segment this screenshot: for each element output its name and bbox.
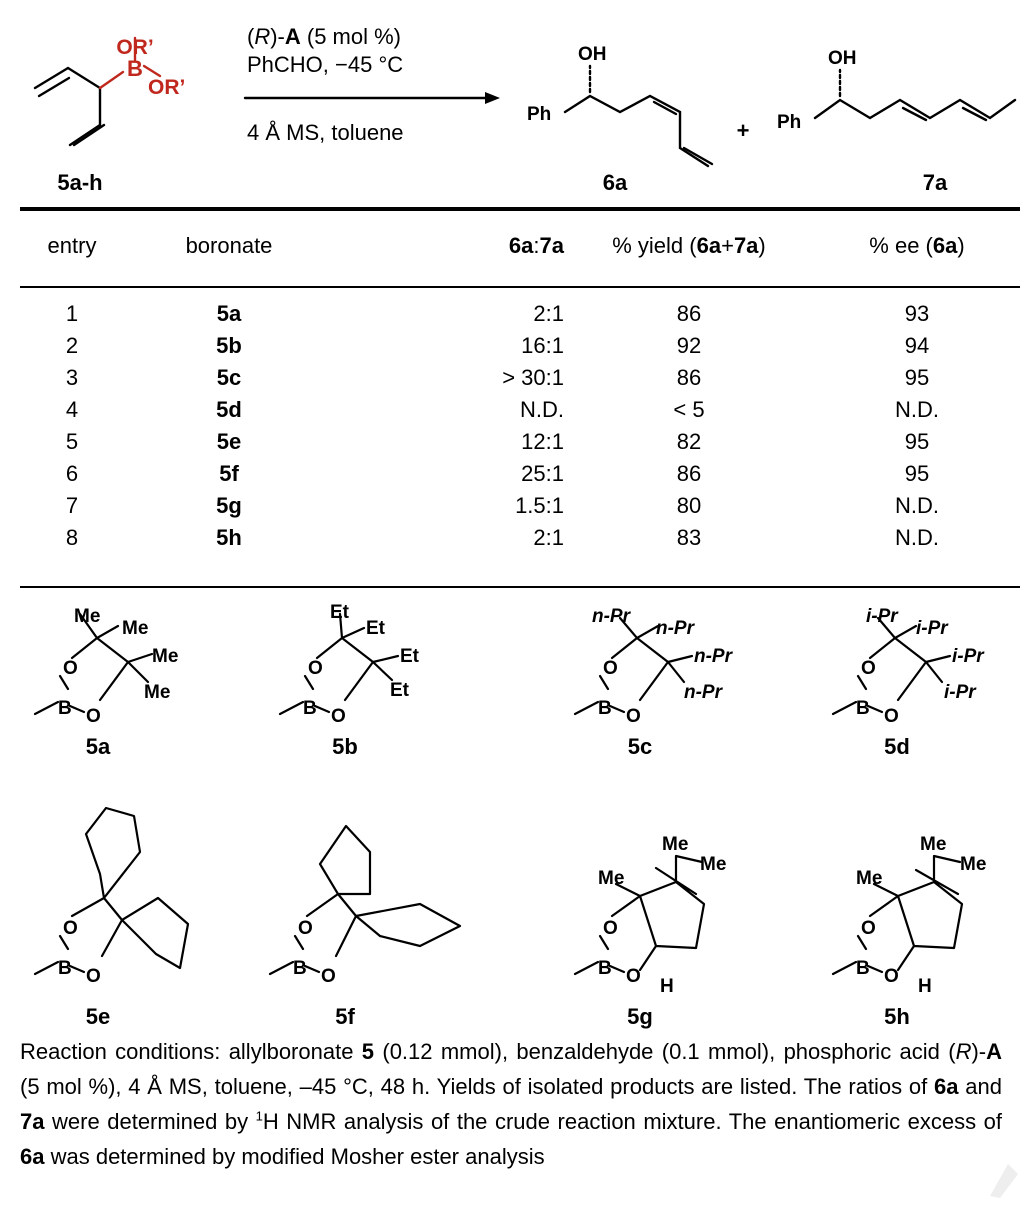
atom-o: O — [298, 918, 313, 939]
arrow-head — [485, 92, 500, 104]
atom-o: O — [626, 706, 641, 727]
substituent: Me — [920, 834, 947, 855]
cell-yield: 92 — [676, 333, 702, 358]
boron-atom: B — [127, 56, 143, 81]
cell-ee: N.D. — [895, 493, 939, 518]
start-label: 5a-h — [57, 170, 103, 195]
cell-boronate: 5h — [216, 525, 242, 550]
substituent: n-Pr — [694, 646, 732, 667]
header-boronate: boronate — [185, 233, 273, 258]
oh-7a: OH — [828, 48, 857, 69]
atom-b: B — [303, 698, 317, 719]
substituent: Et — [366, 618, 385, 639]
atom-o: O — [861, 658, 876, 679]
table-row — [20, 362, 1020, 394]
cell-ratio: 2:1 — [533, 301, 564, 326]
cell-ee: 95 — [904, 461, 930, 486]
cell-yield: 86 — [676, 301, 702, 326]
substituent: Me — [960, 854, 987, 875]
condition-line-1: (R)-A (5 mol %) — [247, 24, 402, 49]
cell-ratio: 16:1 — [521, 333, 564, 358]
atom-b: B — [293, 958, 307, 979]
bond-b-o2 — [144, 66, 160, 76]
atom-h: H — [660, 976, 674, 997]
substituent: i-Pr — [952, 646, 984, 667]
structure-label-5f: 5f — [335, 1004, 355, 1029]
atom-h: H — [918, 976, 932, 997]
atom-b: B — [856, 698, 870, 719]
atom-o: O — [308, 658, 323, 679]
atom-o: O — [861, 918, 876, 939]
table-row — [20, 330, 1020, 362]
watermark-shape — [980, 1160, 1020, 1200]
cell-ee: 93 — [904, 301, 930, 326]
cell-ee: 94 — [904, 333, 930, 358]
structure-label-5b: 5b — [332, 734, 358, 759]
cell-boronate: 5e — [216, 429, 242, 454]
cell-ee: 95 — [904, 365, 930, 390]
cell-boronate: 5a — [216, 301, 242, 326]
cell-yield: 83 — [676, 525, 702, 550]
structure-label-5g: 5g — [627, 1004, 653, 1029]
header-ratio: 6a:7a — [508, 233, 564, 258]
reaction-scheme — [0, 0, 1034, 205]
substituent: n-Pr — [656, 618, 694, 639]
substituent: Me — [598, 868, 625, 889]
substituent: n-Pr — [592, 606, 630, 627]
atom-o: O — [626, 966, 641, 987]
table-top-rule — [20, 207, 1020, 211]
header-yield: % yield (6a+7a) — [612, 233, 766, 258]
table-row — [20, 426, 1020, 458]
structure-label-5a: 5a — [85, 734, 111, 759]
cell-yield: 82 — [676, 429, 702, 454]
atom-o: O — [884, 966, 899, 987]
substituent: Et — [330, 602, 349, 623]
cell-entry: 4 — [65, 397, 79, 422]
condition-line-2: PhCHO, −45 °C — [247, 52, 404, 77]
boronate-structures — [0, 594, 1034, 1034]
atom-o: O — [63, 918, 78, 939]
substituent: Me — [152, 646, 179, 667]
table-row — [20, 490, 1020, 522]
cell-ratio: > 30:1 — [502, 365, 564, 390]
oh-6a: OH — [578, 44, 607, 65]
cell-ratio: 1.5:1 — [515, 493, 564, 518]
cell-ee: N.D. — [895, 525, 939, 550]
header-ee: % ee (6a) — [869, 233, 965, 258]
atom-o: O — [331, 706, 346, 727]
substituent: Me — [144, 682, 171, 703]
structure-label-5d: 5d — [884, 734, 910, 759]
boronate-or-right: OR’ — [148, 76, 186, 99]
atom-o: O — [603, 658, 618, 679]
cell-boronate: 5f — [219, 461, 239, 486]
cell-entry: 8 — [65, 525, 79, 550]
atom-o: O — [86, 966, 101, 987]
product-7a-label: 7a — [922, 170, 948, 195]
substituent: Et — [400, 646, 419, 667]
product-6a-label: 6a — [602, 170, 628, 195]
bond — [684, 148, 712, 164]
table-header-row — [20, 222, 1020, 270]
substituent: n-Pr — [684, 682, 722, 703]
cell-entry: 5 — [65, 429, 79, 454]
substituent: i-Pr — [866, 606, 898, 627]
atom-b: B — [598, 958, 612, 979]
atom-o: O — [63, 658, 78, 679]
cell-ee: 95 — [904, 429, 930, 454]
ph-6a: Ph — [527, 104, 552, 125]
atom-b: B — [58, 698, 72, 719]
cell-boronate: 5c — [216, 365, 242, 390]
atom-b: B — [598, 698, 612, 719]
cell-yield: 80 — [676, 493, 702, 518]
cell-boronate: 5b — [216, 333, 242, 358]
atom-o: O — [86, 706, 101, 727]
substituent: Et — [390, 680, 409, 701]
substituent: Me — [856, 868, 883, 889]
bond — [74, 125, 104, 145]
plus-sign: + — [736, 118, 750, 143]
structure-label-5h: 5h — [884, 1004, 910, 1029]
cell-ratio: 25:1 — [521, 461, 564, 486]
bond — [565, 96, 708, 166]
structure-label-5e: 5e — [85, 1004, 111, 1029]
results-table — [20, 222, 1020, 554]
bond — [39, 78, 69, 96]
atom-b: B — [58, 958, 72, 979]
ph-7a: Ph — [777, 112, 802, 133]
atom-o: O — [884, 706, 899, 727]
structure-label-5c: 5c — [627, 734, 653, 759]
bond-b-c — [100, 72, 123, 88]
cell-ratio: N.D. — [520, 397, 564, 422]
substituent: Me — [74, 606, 101, 627]
cell-entry: 1 — [65, 301, 79, 326]
cell-boronate: 5d — [216, 397, 242, 422]
cell-entry: 3 — [65, 365, 79, 390]
table-row — [20, 522, 1020, 554]
condition-line-3: 4 Å MS, toluene — [247, 120, 404, 145]
cell-yield: 86 — [676, 365, 702, 390]
atom-o: O — [321, 966, 336, 987]
atom-b: B — [856, 958, 870, 979]
cell-entry: 7 — [65, 493, 79, 518]
cell-ratio: 12:1 — [521, 429, 564, 454]
atom-o: O — [603, 918, 618, 939]
cell-entry: 2 — [65, 333, 79, 358]
table-footnote: Reaction conditions: allylboronate 5 (0.12 mmol), benzaldehyde (0.1 mmol), phosphoric acid (R)-A (5 mol %), 4 Å MS, toluene, –45 °C, 48 h. Yields of isolated products are listed. The ratios of 6a and 7a were determined by $^1$H NMR analysis of the crude reaction mixture. The enantiomeric excess of 6a was determined by modified Mosher ester analysis — [20, 1039, 1002, 1169]
cell-entry: 6 — [65, 461, 79, 486]
substituent: Me — [662, 834, 689, 855]
substituent: Me — [700, 854, 727, 875]
header-entry: entry — [47, 233, 97, 258]
boronate-or-top: OR’ — [116, 36, 154, 59]
cell-ratio: 2:1 — [533, 525, 564, 550]
table-row — [20, 270, 1020, 330]
cell-ee: N.D. — [895, 397, 939, 422]
cell-yield: < 5 — [673, 397, 705, 422]
substituent: i-Pr — [916, 618, 948, 639]
substituent: Me — [122, 618, 149, 639]
substituent: i-Pr — [944, 682, 976, 703]
table-row — [20, 394, 1020, 426]
cell-boronate: 5g — [216, 493, 242, 518]
cell-yield: 86 — [676, 461, 702, 486]
table-bottom-rule — [20, 586, 1020, 588]
table-row — [20, 458, 1020, 490]
